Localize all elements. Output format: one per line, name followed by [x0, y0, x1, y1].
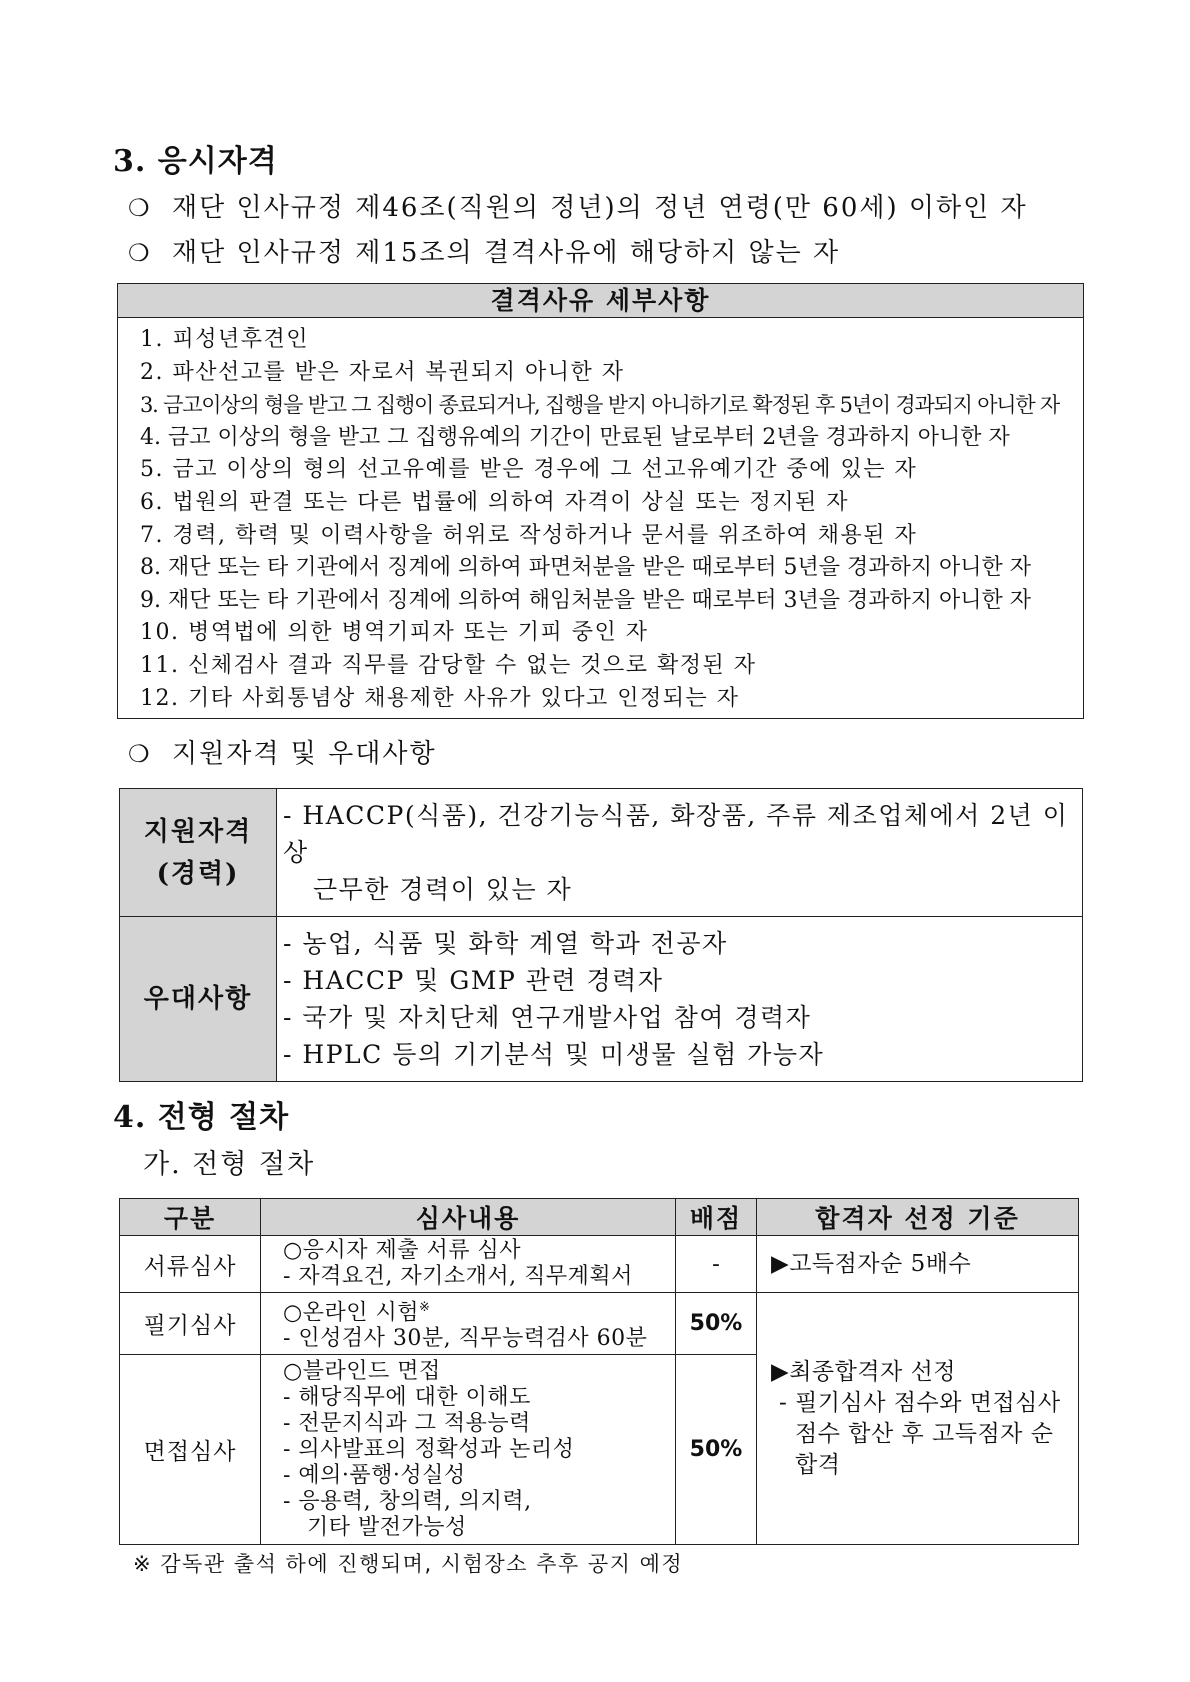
- qualification-heading: [128, 733, 437, 770]
- circle-bullet-icon: ❍: [128, 239, 152, 267]
- qualification-table: [119, 788, 1083, 1082]
- row-content: [261, 1293, 676, 1355]
- qualification-heading-text: 지원자격 및 우대사항: [172, 739, 437, 769]
- list-item: 10. 병역법에 의한 병역기피자 또는 기피 중인 자: [140, 620, 649, 646]
- list-item: 3. 금고이상의 형을 받고 그 집행이 종료되거나, 집행을 받지 아니하기로 확정된 후 5년이 경과되지 아니한 자: [140, 393, 1060, 418]
- reference-mark: ※: [418, 1300, 431, 1315]
- content-line: - 인성검사 30분, 직무능력검사 60분: [283, 1326, 648, 1352]
- disqualification-list: [118, 318, 1083, 715]
- section-4-title: 4. 전형 절차: [113, 1100, 290, 1135]
- final-criteria: [757, 1293, 1079, 1545]
- column-header: 배점: [676, 1199, 757, 1236]
- section-3-title: 3. 응시자격: [113, 144, 278, 179]
- list-item: 12. 기타 사회통념상 채용제한 사유가 있다고 인정되는 자: [140, 685, 740, 711]
- criteria-title: ▶최종합격자 선정: [771, 1358, 957, 1385]
- qualification-line: - HACCP(식품), 건강기능식품, 화장품, 주류 제조업체에서 2년 이상: [283, 801, 1069, 867]
- eligibility-item-1: [128, 187, 1028, 224]
- circle-bullet-icon: ❍: [128, 194, 152, 222]
- list-item: 9. 재단 또는 타 기관에서 징계에 의하여 해임처분을 받은 때로부터 3년을 경과하지 아니한 자: [140, 587, 1031, 613]
- content-title: ○블라인드 면접: [283, 1358, 441, 1384]
- row-category: 면접심사: [120, 1355, 261, 1545]
- content-line: - 해당직무에 대한 이해도: [283, 1384, 531, 1410]
- preference-item: - HPLC 등의 기기분석 및 미생물 실험 가능자: [283, 1040, 825, 1069]
- qualification-value: [277, 789, 1083, 917]
- row-content: [261, 1236, 676, 1293]
- content-line: - 응용력, 창의력, 의지력,: [283, 1488, 532, 1514]
- content-line: - 의사발표의 정확성과 논리성: [283, 1436, 575, 1462]
- content-line: 기타 발전가능성: [307, 1514, 467, 1540]
- row-content: [261, 1355, 676, 1545]
- circle-bullet-icon: ❍: [128, 740, 152, 768]
- row-score: -: [676, 1236, 757, 1293]
- row-criteria: ▶고득점자순 5배수: [757, 1236, 1079, 1293]
- label-line: (경력): [156, 858, 240, 889]
- footnote: ※ 감독관 출석 하에 진행되며, 시험장소 추후 공지 예정: [133, 1552, 684, 1576]
- preference-label: 우대사항: [120, 917, 277, 1082]
- content-line: - 자격요건, 자기소개서, 직무계획서: [283, 1264, 633, 1289]
- list-item: 7. 경력, 학력 및 이력사항을 허위로 작성하거나 문서를 위조하여 채용된 자: [140, 522, 918, 548]
- list-item: 2. 파산선고를 받은 자로서 복권되지 아니한 자: [140, 359, 625, 385]
- table-row: [120, 1293, 1079, 1355]
- eligibility-item-2: [128, 232, 840, 269]
- list-item: 6. 법원의 판결 또는 다른 법률에 의하여 자격이 상실 또는 정지된 자: [140, 489, 849, 515]
- criteria-line: - 필기심사 점수와 면접심사: [779, 1389, 1061, 1416]
- content-title-wrap: [279, 1295, 667, 1326]
- column-header: 심사내용: [261, 1199, 676, 1236]
- list-item: 11. 신체검사 결과 직무를 감당할 수 없는 것으로 확정된 자: [140, 652, 757, 678]
- label-line: 지원자격: [143, 816, 253, 847]
- criteria-line: 점수 합산 후 고득점자 순 합격: [795, 1420, 1054, 1478]
- row-category: 서류심사: [120, 1236, 261, 1293]
- content-title: ○응시자 제출 서류 심사: [283, 1238, 521, 1263]
- content-line: - 예의·품행·성실성: [283, 1462, 466, 1488]
- qualification-label: [120, 789, 277, 917]
- disqualification-box: [117, 283, 1084, 719]
- procedure-table: [119, 1198, 1079, 1545]
- list-item: 1. 피성년후견인: [140, 327, 309, 352]
- content-title: ○온라인 시험: [283, 1300, 419, 1326]
- table-header-row: [120, 1199, 1079, 1236]
- row-category: 필기심사: [120, 1293, 261, 1355]
- preference-value: [277, 917, 1083, 1082]
- eligibility-item-text: 재단 인사규정 제46조(직원의 정년)의 정년 연령(만 60세) 이하인 자: [172, 193, 1028, 223]
- list-item: 8. 재단 또는 타 기관에서 징계에 의하여 파면처분을 받은 때로부터 5년을 경과하지 아니한 자: [140, 555, 1031, 581]
- list-item: 5. 금고 이상의 형의 선고유예를 받은 경우에 그 선고유예기간 중에 있는 자: [140, 457, 918, 483]
- column-header: 구분: [120, 1199, 261, 1236]
- row-score: 50%: [676, 1355, 757, 1545]
- preference-item: - HACCP 및 GMP 관련 경력자: [283, 966, 664, 995]
- table-row: [120, 789, 1083, 917]
- table-row: [120, 1236, 1079, 1293]
- column-header: 합격자 선정 기준: [757, 1199, 1079, 1236]
- list-item: 4. 금고 이상의 형을 받고 그 집행유예의 기간이 만료된 날로부터 2년을 경과하지 아니한 자: [140, 424, 1010, 450]
- preference-item: - 국가 및 자치단체 연구개발사업 참여 경력자: [283, 1003, 812, 1032]
- content-line: - 전문지식과 그 적용능력: [283, 1410, 531, 1436]
- section-4-subtitle: 가. 전형 절차: [143, 1149, 316, 1180]
- table-row: [120, 917, 1083, 1082]
- qualification-line: 근무한 경력이 있는 자: [313, 875, 573, 904]
- eligibility-item-text: 재단 인사규정 제15조의 결격사유에 해당하지 않는 자: [172, 238, 841, 268]
- disqualification-header: 결격사유 세부사항: [118, 284, 1083, 318]
- preference-item: - 농업, 식품 및 화학 계열 학과 전공자: [283, 929, 728, 958]
- row-score: 50%: [676, 1293, 757, 1355]
